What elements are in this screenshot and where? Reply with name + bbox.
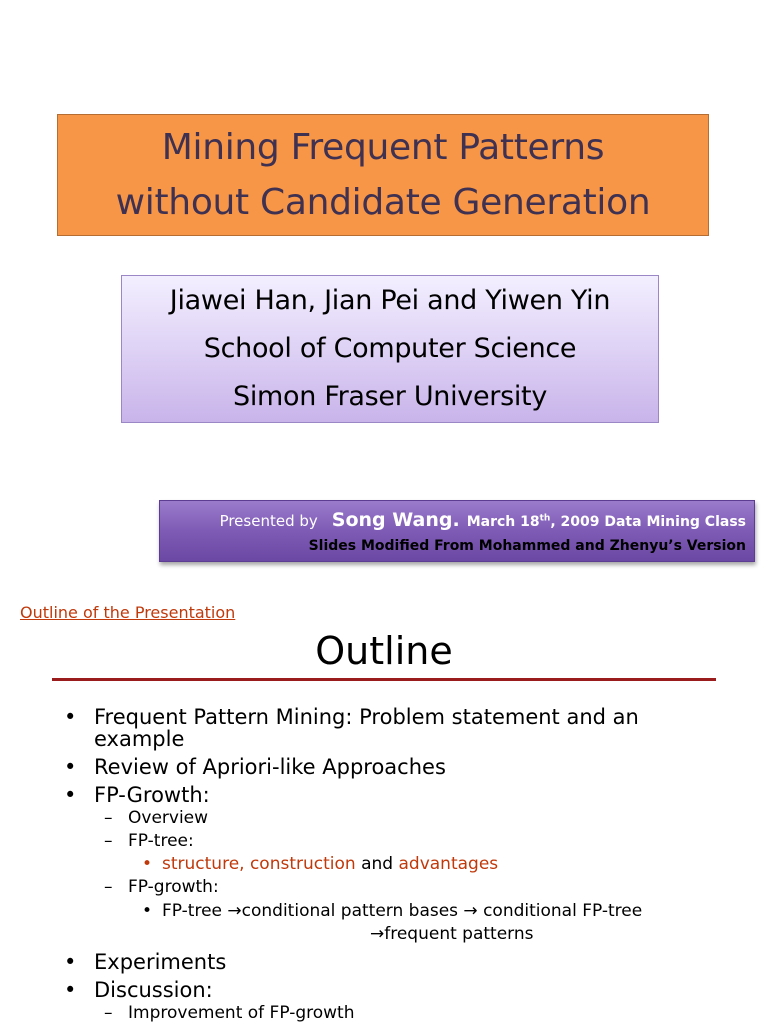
- bullet-icon: •: [142, 901, 153, 921]
- outline-item-5: Discussion:: [94, 978, 213, 1002]
- dash-icon: –: [104, 808, 113, 828]
- date-post: , 2009 Data Mining Class: [550, 514, 746, 530]
- outline-item-4: Experiments: [94, 950, 227, 974]
- bullet-icon: •: [64, 978, 77, 1002]
- bullet-icon: •: [64, 705, 77, 729]
- outline-item-1-line-1: Frequent Pattern Mining: Problem statement and an: [94, 705, 639, 729]
- bullet-icon: •: [142, 854, 153, 874]
- dash-icon: –: [104, 1003, 113, 1023]
- fptree-structure: structure, construction: [162, 854, 356, 874]
- sub-item-fptree: FP-tree:: [128, 831, 194, 851]
- date-sup: th: [539, 513, 551, 524]
- outline-heading: Outline: [315, 629, 453, 673]
- fptree-detail: [162, 854, 498, 874]
- presentation-date: [467, 514, 746, 530]
- fpgrowth-detail-line-1: FP-tree →conditional pattern bases → conditional FP-tree: [162, 901, 643, 921]
- bullet-icon: •: [64, 783, 77, 807]
- fptree-and: and: [355, 854, 399, 874]
- presenter-box: [159, 500, 755, 562]
- fptree-advantages: advantages: [398, 854, 499, 874]
- presenter-note: Slides Modified From Mohammed and Zhenyu’s Version: [308, 538, 746, 554]
- dash-icon: –: [104, 831, 113, 851]
- author-university: Simon Fraser University: [232, 381, 548, 412]
- bullet-icon: •: [64, 950, 77, 974]
- heading-divider: [52, 678, 716, 681]
- dash-icon: –: [104, 877, 113, 897]
- title-line-1: Mining Frequent Patterns: [161, 127, 605, 168]
- outline-link[interactable]: Outline of the Presentation: [20, 603, 236, 622]
- author-school: School of Computer Science: [203, 333, 577, 364]
- presenter-line: [220, 509, 746, 531]
- date-pre: March 18: [466, 514, 540, 530]
- fpgrowth-detail-line-2: →frequent patterns: [370, 924, 534, 944]
- outline-item-1-line-2: example: [94, 727, 185, 751]
- presenter-name: Song Wang.: [331, 509, 460, 531]
- author-box: [121, 275, 659, 423]
- bullet-icon: •: [64, 755, 77, 779]
- author-names: Jiawei Han, Jian Pei and Yiwen Yin: [169, 285, 611, 316]
- sub-item-improvement: Improvement of FP-growth: [128, 1003, 355, 1023]
- sub-item-overview: Overview: [128, 808, 209, 828]
- presenter-prefix: Presented by: [219, 512, 318, 530]
- sub-item-fpgrowth: FP-growth:: [128, 877, 219, 897]
- outline-item-2: Review of Apriori-like Approaches: [94, 755, 446, 779]
- title-line-2: without Candidate Generation: [115, 182, 651, 223]
- title-box: [57, 114, 709, 236]
- outline-item-3: FP-Growth:: [94, 783, 210, 807]
